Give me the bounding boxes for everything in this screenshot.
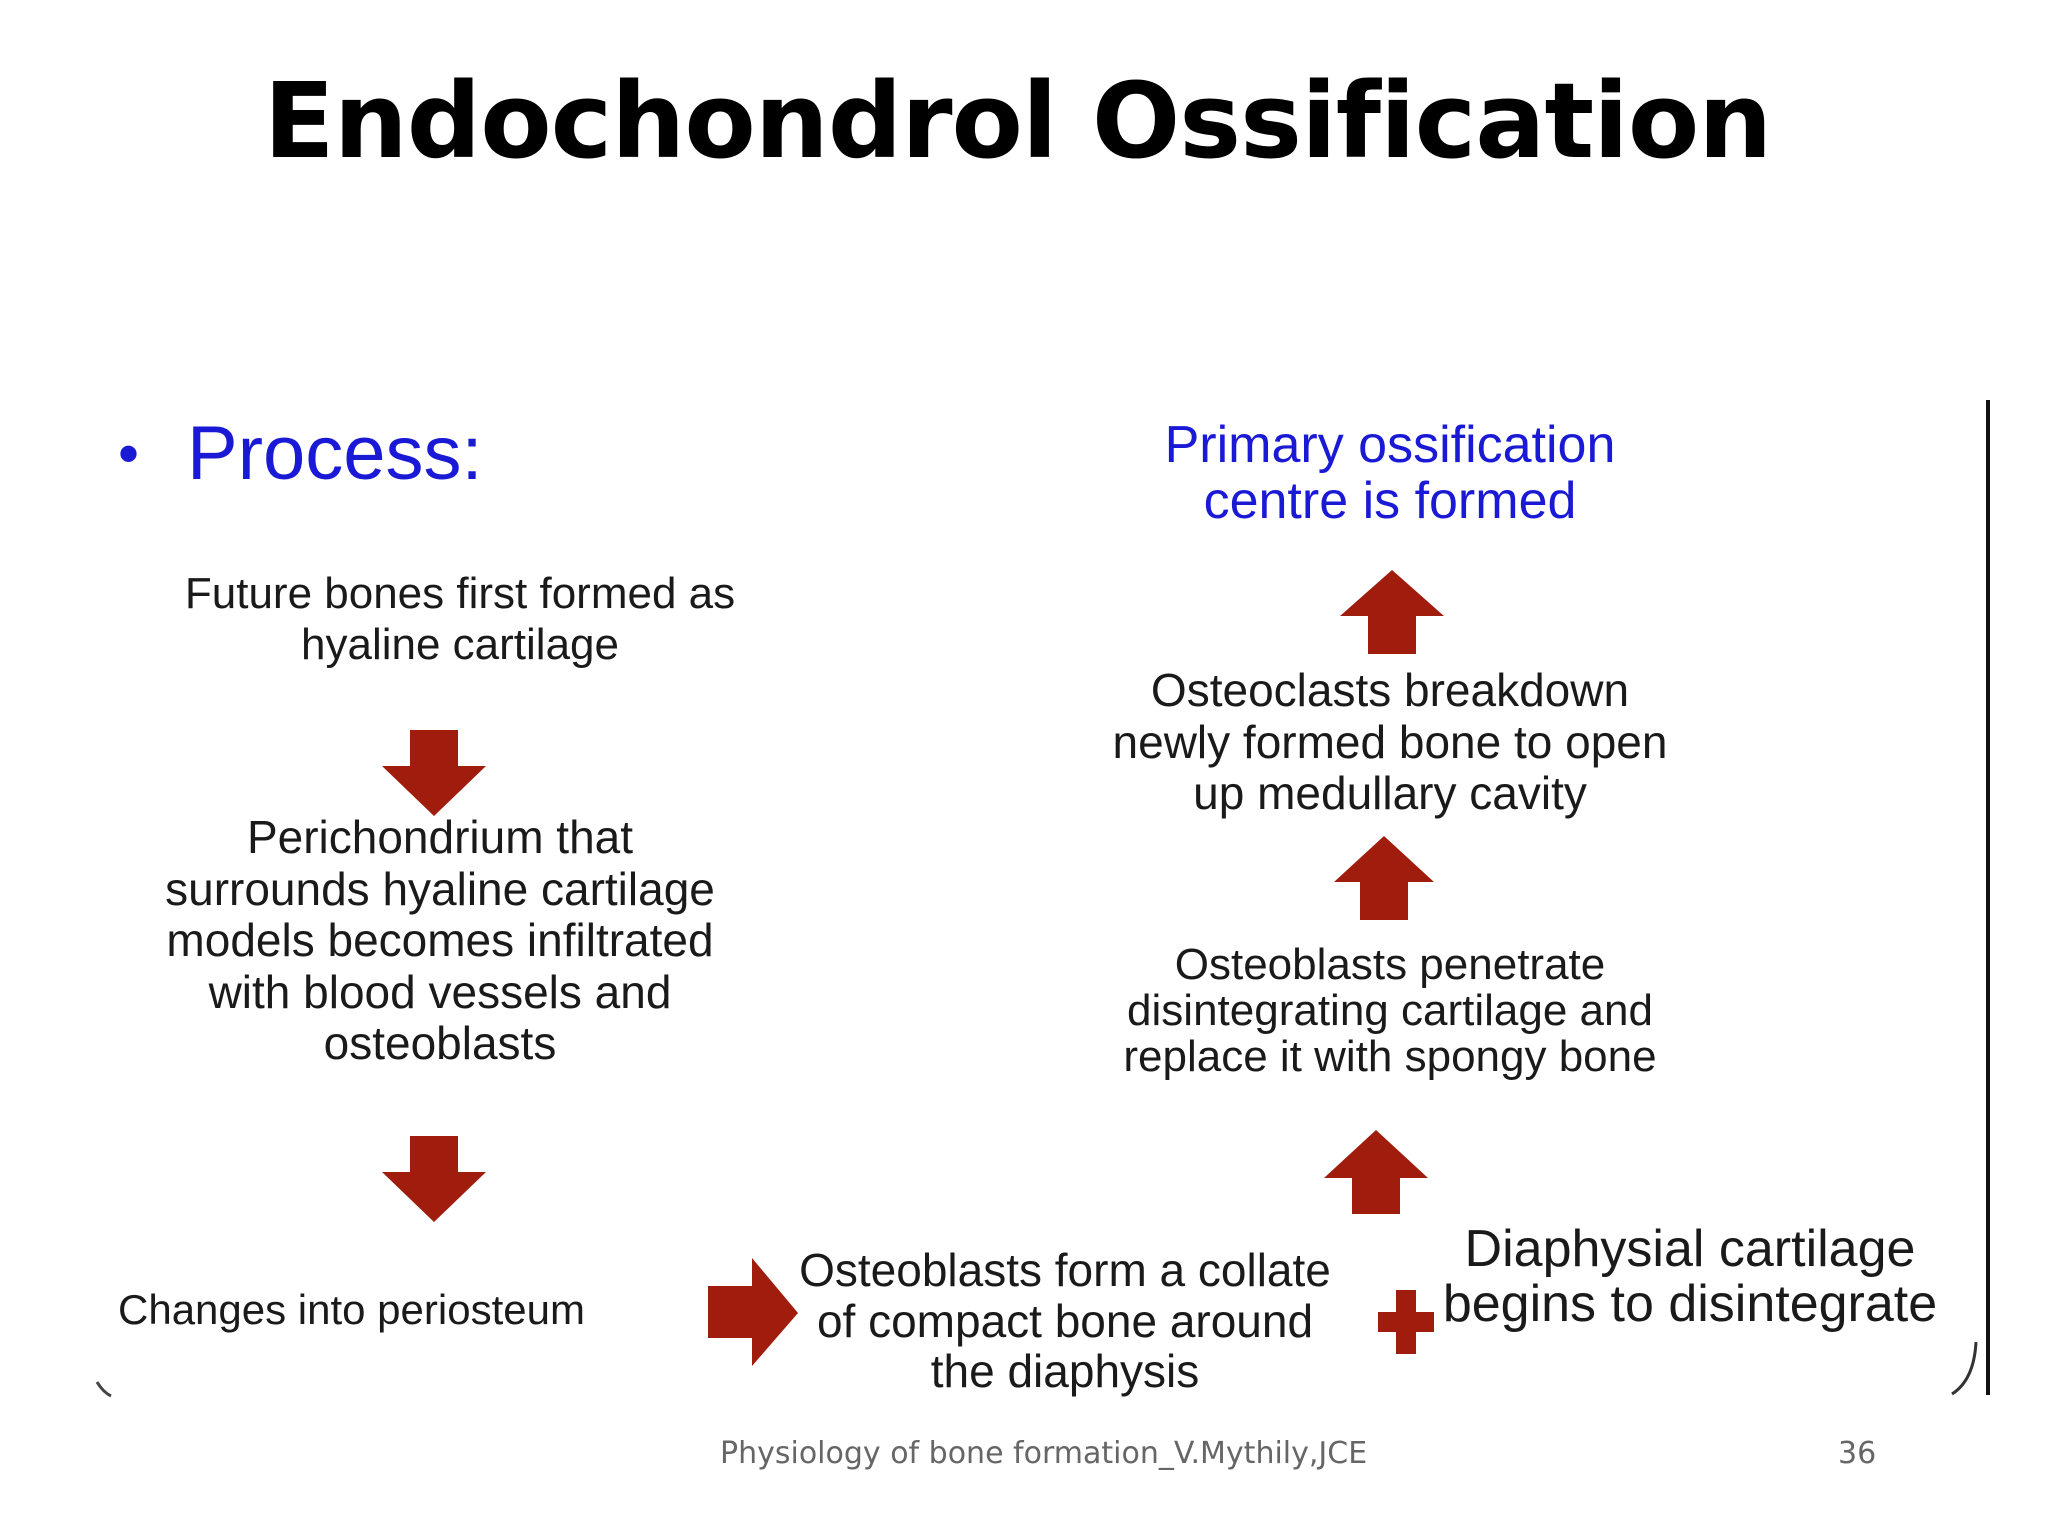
bullet-dot-icon: • <box>118 420 140 487</box>
up-arrow-3-icon <box>1320 1130 1432 1216</box>
step-future-bones: Future bones first formed as hyaline cartilage <box>184 569 736 670</box>
process-bullet <box>118 410 483 497</box>
step-periosteum: Changes into periosteum <box>118 1286 585 1333</box>
result-primary-ossification: Primary ossification centre is formed <box>1164 416 1616 530</box>
slide-title: Endochondrol Ossification <box>263 60 1772 182</box>
step-perichondrium: Perichondrium that surrounds hyaline cartilage models becomes infiltrated with blood vessels and osteoblasts <box>165 811 715 1070</box>
step-osteoclasts: Osteoclasts breakdown newly formed bone to open up medullary cavity <box>1112 664 1668 820</box>
step-osteoblasts-penetrate: Osteoblasts penetrate disintegrating cartilage and replace it with spongy bone <box>1123 940 1657 1082</box>
panel-edge-line <box>1986 400 1990 1395</box>
panel-corner-left-icon <box>95 1378 115 1398</box>
panel-corner-right-icon <box>1950 1340 1980 1396</box>
up-arrow-1-icon <box>1336 570 1448 656</box>
slide-footer: Physiology of bone formation_V.Mythily,JCE <box>720 1436 1368 1471</box>
up-arrow-2-icon <box>1330 836 1438 922</box>
step-diaphysial-cartilage: Diaphysial cartilage begins to disintegrate <box>1442 1220 1938 1333</box>
down-arrow-2-icon <box>378 1136 490 1224</box>
step-compact-bone-collar: Osteoblasts form a collate of compact bone around the diaphysis <box>799 1244 1331 1398</box>
down-arrow-1-icon <box>378 730 490 818</box>
process-label: Process: <box>187 411 483 496</box>
page-number: 36 <box>1838 1436 1877 1471</box>
